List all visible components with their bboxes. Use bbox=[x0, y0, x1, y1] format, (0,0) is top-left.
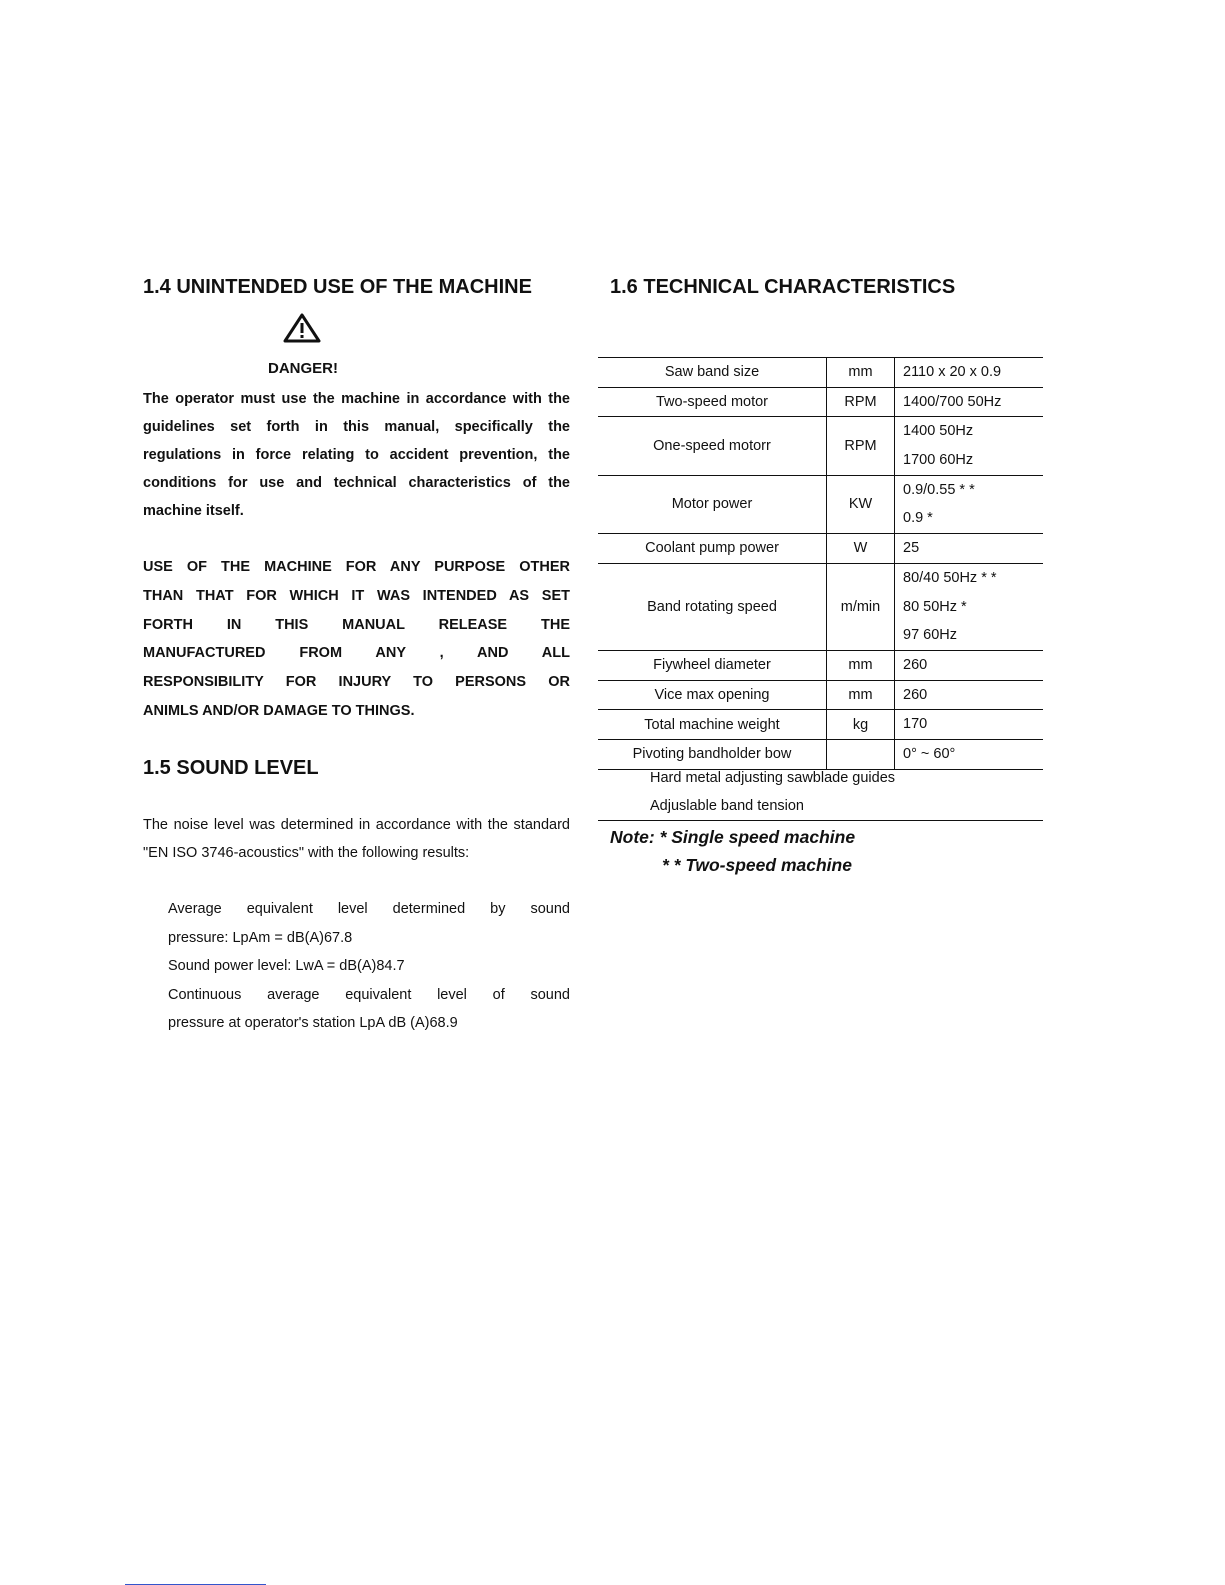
sound-result-line: pressure: LpAm = dB(A)67.8 bbox=[168, 929, 353, 946]
spec-name: Vice max opening bbox=[598, 680, 827, 710]
spec-row bbox=[598, 534, 1043, 564]
sound-result-line: pressure at operator's station LpA dB (A)68.9 bbox=[168, 1015, 458, 1031]
warning-triangle-icon bbox=[282, 312, 322, 349]
spec-value-cell bbox=[895, 650, 1044, 680]
spec-unit: mm bbox=[827, 650, 895, 680]
spec-row bbox=[598, 417, 1043, 475]
spec-name: Fiywheel diameter bbox=[598, 650, 827, 680]
spec-name: One-speed motorr bbox=[598, 417, 827, 475]
sound-result-item bbox=[143, 895, 570, 952]
spec-unit: m/min bbox=[827, 563, 895, 650]
spec-value-cell bbox=[895, 417, 1044, 475]
spec-value: 2110 x 20 x 0.9 bbox=[903, 364, 1002, 380]
sound-result-line: Continuous average equivalent level of sound bbox=[168, 986, 570, 1003]
spec-row bbox=[598, 387, 1043, 417]
section-1-6-title: 1.6 TECHNICAL CHARACTERISTICS bbox=[610, 276, 956, 298]
spec-unit: RPM bbox=[827, 387, 895, 417]
spec-name: Two-speed motor bbox=[598, 387, 827, 417]
spec-value: 1400/700 50Hz bbox=[903, 393, 1002, 410]
extra-feature: Adjuslable band tension bbox=[650, 798, 804, 814]
spec-row bbox=[598, 650, 1043, 680]
spec-value: 260 bbox=[903, 656, 928, 673]
sound-result-item bbox=[143, 952, 570, 981]
spec-value: 1700 60Hz bbox=[903, 452, 974, 469]
spec-value: 80 50Hz * bbox=[903, 598, 967, 615]
spec-row bbox=[598, 710, 1043, 740]
sound-results-list bbox=[143, 895, 570, 1038]
spec-value: 0.9 * bbox=[903, 510, 933, 527]
spec-unit: kg bbox=[827, 710, 895, 740]
spec-value: 25 bbox=[903, 540, 920, 557]
operator-guidelines-paragraph: The operator must use the machine in accordance with the guidelines set forth in this manual, specifically the regulations in force relating to accident prevention, the conditions for use and technical characteristics of the machine itself. bbox=[143, 391, 570, 519]
caps-line: FORTH IN THIS MANUAL RELEASE THE bbox=[143, 616, 570, 633]
spec-value: 0° ~ 60° bbox=[903, 745, 956, 762]
spec-row bbox=[598, 680, 1043, 710]
spec-value-cell bbox=[895, 358, 1044, 388]
spec-value-cell bbox=[895, 534, 1044, 564]
spec-name: Saw band size bbox=[598, 358, 827, 388]
technical-characteristics-table bbox=[598, 357, 1043, 770]
spec-name: Total machine weight bbox=[598, 710, 827, 740]
spec-value: 97 60Hz bbox=[903, 627, 958, 644]
spec-value-cell bbox=[895, 563, 1044, 650]
spec-unit: W bbox=[827, 534, 895, 564]
extra-features bbox=[598, 764, 1043, 821]
section-1-4-title: 1.4 UNINTENDED USE OF THE MACHINE bbox=[143, 276, 532, 298]
spec-value-cell bbox=[895, 475, 1044, 533]
spec-value: 260 bbox=[903, 686, 928, 703]
spec-value-cell bbox=[895, 710, 1044, 740]
extra-feature: Hard metal adjusting sawblade guides bbox=[650, 770, 896, 786]
spec-unit: RPM bbox=[827, 417, 895, 475]
section-1-5-title: 1.5 SOUND LEVEL bbox=[143, 757, 319, 779]
spec-value-cell bbox=[895, 680, 1044, 710]
caps-line: RESPONSIBILITY FOR INJURY TO PERSONS OR bbox=[143, 674, 570, 691]
spec-row bbox=[598, 358, 1043, 388]
caps-line: MANUFACTURED FROM ANY , AND ALL bbox=[143, 645, 570, 662]
danger-label: DANGER! bbox=[268, 360, 338, 377]
note-line: Note: * Single speed machine bbox=[610, 827, 856, 847]
caps-line: USE OF THE MACHINE FOR ANY PURPOSE OTHER bbox=[143, 559, 570, 575]
spec-name: Motor power bbox=[598, 475, 827, 533]
sound-intro-paragraph: The noise level was determined in accordance with the standard "EN ISO 3746-acoustics" with the following results: bbox=[143, 817, 570, 861]
sound-result-line: Average equivalent level determined by sound bbox=[168, 901, 570, 917]
spec-name: Pivoting bandholder bow bbox=[598, 739, 827, 769]
spec-value-cell bbox=[895, 387, 1044, 417]
spec-name: Coolant pump power bbox=[598, 534, 827, 564]
note-line: * * Two-speed machine bbox=[662, 855, 852, 875]
spec-unit: KW bbox=[827, 475, 895, 533]
spec-value: 1400 50Hz bbox=[903, 423, 974, 440]
spec-row bbox=[598, 563, 1043, 650]
spec-value: 0.9/0.55 * * bbox=[903, 481, 975, 498]
caps-line: THAN THAT FOR WHICH IT WAS INTENDED AS SET bbox=[143, 587, 570, 604]
unintended-use-warning bbox=[143, 553, 570, 726]
spec-value: 80/40 50Hz * * bbox=[903, 569, 997, 586]
table-note bbox=[610, 823, 855, 879]
spec-unit: mm bbox=[827, 680, 895, 710]
spec-row bbox=[598, 475, 1043, 533]
spec-name: Band rotating speed bbox=[598, 563, 827, 650]
sound-result-line: Sound power level: LwA = dB(A)84.7 bbox=[168, 958, 405, 974]
caps-line: ANIMLS AND/OR DAMAGE TO THINGS. bbox=[143, 702, 415, 719]
sound-result-item bbox=[143, 981, 570, 1038]
spec-unit: mm bbox=[827, 358, 895, 388]
spec-value: 170 bbox=[903, 716, 928, 733]
